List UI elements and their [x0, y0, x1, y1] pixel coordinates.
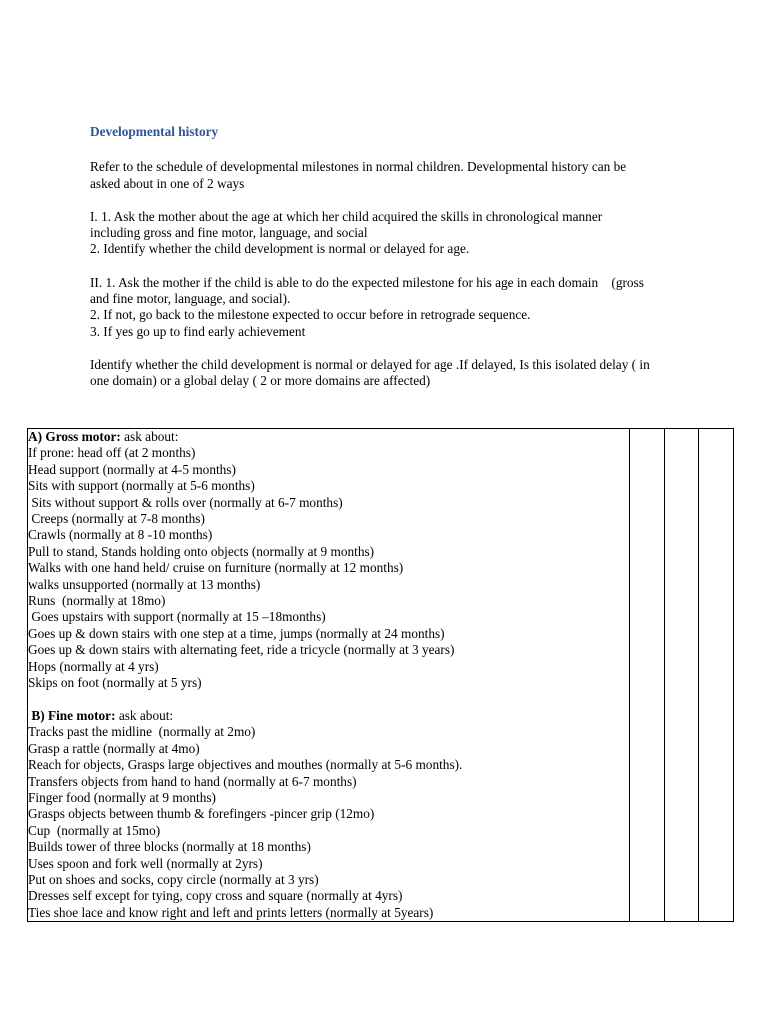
fine-motor-suffix: ask about:	[115, 707, 174, 723]
milestone-item: Put on shoes and socks, copy circle (normally at 3 yrs)	[28, 871, 319, 887]
intro-paragraph-2	[90, 209, 690, 258]
milestone-item: Grasp a rattle (normally at 4mo)	[28, 740, 200, 756]
milestone-item: Walks with one hand held/ cruise on furniture (normally at 12 months)	[28, 560, 404, 576]
milestone-item: Hops (normally at 4 yrs)	[28, 658, 159, 674]
milestone-item: Goes up & down stairs with one step at a time, jumps (normally at 24 months)	[28, 625, 445, 641]
intro-line: I. 1. Ask the mother about the age at which her child acquired the skills in chronological manner	[90, 208, 603, 224]
intro-line: Refer to the schedule of developmental milestones in normal children. Developmental history can be	[90, 159, 627, 175]
table-row	[28, 429, 734, 922]
section-spacer	[28, 692, 629, 708]
milestone-item: Builds tower of three blocks (normally at 18 months)	[28, 839, 311, 855]
gross-motor-title: A) Gross motor:	[28, 429, 121, 444]
milestone-item: Grasps objects between thumb & forefingers -pincer grip (12mo)	[28, 806, 375, 822]
milestone-item: Sits with support (normally at 5-6 months)	[28, 478, 255, 494]
intro-line: 3. If yes go up to find early achievement	[90, 323, 306, 339]
milestone-item: Cup (normally at 15mo)	[28, 822, 161, 838]
intro-section	[90, 124, 690, 407]
milestone-item: Runs (normally at 18mo)	[28, 593, 166, 609]
milestone-item: Pull to stand, Stands holding onto objects (normally at 9 months)	[28, 543, 375, 559]
milestone-table	[27, 428, 734, 922]
gross-motor-title-row	[28, 429, 629, 445]
intro-paragraph-3	[90, 275, 690, 340]
intro-line: Identify whether the child development is normal or delayed for age .If delayed, Is this isolated delay ( in	[90, 356, 650, 372]
milestone-item: Goes up & down stairs with alternating feet, ride a tricycle (normally at 3 years)	[28, 642, 455, 658]
intro-line: 2. Identify whether the child development is normal or delayed for age.	[90, 241, 470, 257]
intro-line: one domain) or a global delay ( 2 or more domains are affected)	[90, 373, 431, 389]
milestone-item: Dresses self except for tying, copy cross and square (normally at 4yrs)	[28, 888, 403, 904]
milestone-item: Transfers objects from hand to hand (normally at 6-7 months)	[28, 773, 357, 789]
milestone-item: Crawls (normally at 8 -10 months)	[28, 527, 213, 543]
fine-motor-list	[28, 724, 629, 921]
section-heading: Developmental history	[90, 124, 219, 139]
milestone-item: Head support (normally at 4-5 months)	[28, 461, 236, 477]
fine-motor-title: B) Fine motor:	[28, 707, 116, 723]
milestone-item: Uses spoon and fork well (normally at 2yrs)	[28, 855, 263, 871]
check-column-2[interactable]	[664, 429, 699, 922]
milestone-item: walks unsupported (normally at 13 months)	[28, 576, 261, 592]
milestone-item: Reach for objects, Grasps large objectives and mouthes (normally at 5-6 months).	[28, 757, 463, 773]
intro-line: including gross and fine motor, language, and social	[90, 225, 368, 241]
fine-motor-title-row	[28, 708, 629, 724]
intro-paragraph-1	[90, 159, 690, 192]
intro-line: asked about in one of 2 ways	[90, 175, 245, 191]
milestone-item: If prone: head off (at 2 months)	[28, 445, 196, 461]
milestone-item: Ties shoe lace and know right and left and prints letters (normally at 5years)	[28, 904, 434, 920]
milestone-item: Tracks past the midline (normally at 2mo)	[28, 724, 256, 740]
intro-line: and fine motor, language, and social).	[90, 291, 291, 307]
intro-line: 2. If not, go back to the milestone expected to occur before in retrograde sequence.	[90, 307, 531, 323]
intro-line: II. 1. Ask the mother if the child is able to do the expected milestone for his age in each domain (gross	[90, 274, 644, 290]
milestone-list-cell	[28, 429, 630, 922]
intro-paragraph-4	[90, 357, 690, 390]
milestone-item: Skips on foot (normally at 5 yrs)	[28, 675, 202, 691]
check-column-3[interactable]	[699, 429, 734, 922]
gross-motor-list	[28, 445, 629, 691]
milestone-item: Goes upstairs with support (normally at 15 –18months)	[28, 609, 326, 625]
milestone-item: Sits without support & rolls over (normally at 6-7 months)	[28, 494, 343, 510]
gross-motor-suffix: ask about:	[120, 429, 179, 444]
milestone-item: Finger food (normally at 9 months)	[28, 789, 216, 805]
milestone-item: Creeps (normally at 7-8 months)	[28, 511, 205, 527]
check-column-1[interactable]	[630, 429, 665, 922]
